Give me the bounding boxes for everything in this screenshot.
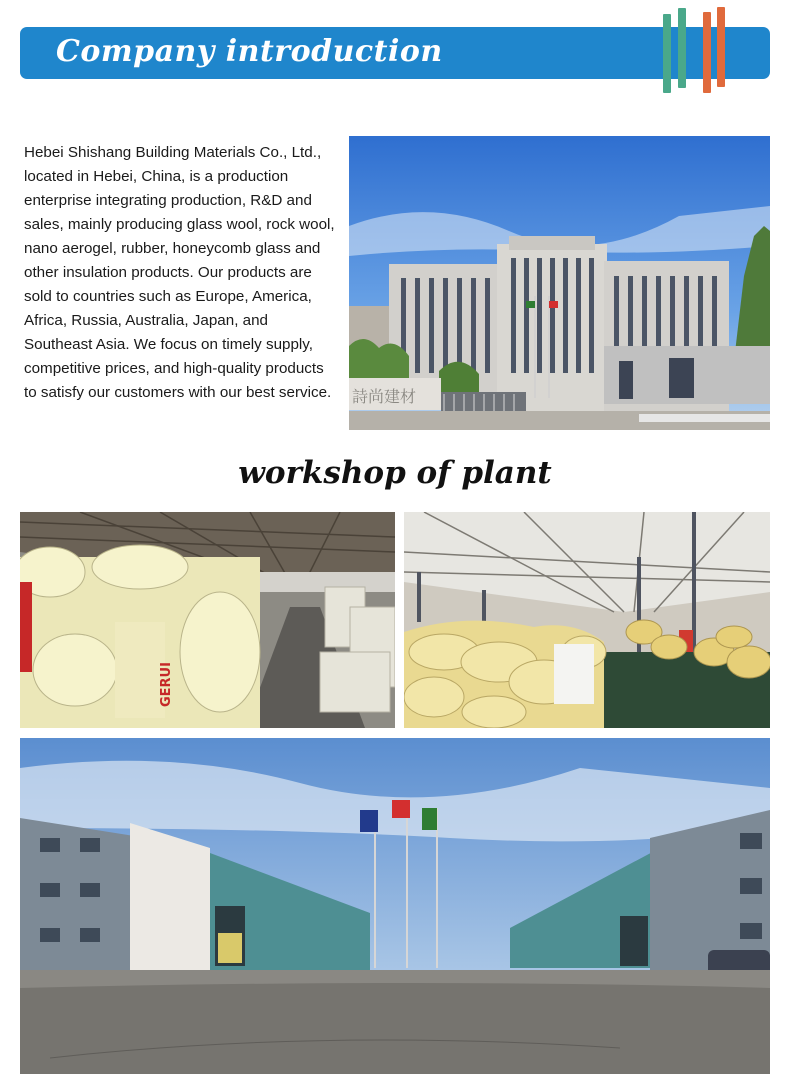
stripe-green-2 <box>678 8 686 88</box>
stripe-orange-2 <box>717 7 725 87</box>
building-sign: 詩尚建材 <box>352 387 417 406</box>
roll-label: GERUI <box>159 662 174 707</box>
office-building-photo <box>349 136 770 430</box>
workshop-title: workshop of plant <box>238 455 552 491</box>
stripe-green-1 <box>663 14 671 93</box>
company-description: Hebei Shishang Building Materials Co., Ltd., located in Hebei, China, is a production enterprise integrating production, R&D and sales, mainly producing glass wool, rock wool, nano aerogel, rubber, honeycomb glass and other insulation products. Our products are sold to countries such as Europe, America, Africa, Russia, Australia, Japan, and Southeast Asia. We focus on timely supply, competitive prices, and high-quality products to satisfy our customers with our best service. <box>24 144 335 401</box>
decorative-stripes <box>660 6 730 96</box>
warehouse-photo-right <box>404 512 770 728</box>
warehouse-photo-left <box>20 512 395 728</box>
factory-yard-photo <box>20 738 770 1074</box>
stripe-orange-1 <box>703 12 711 93</box>
page-title: Company introduction <box>56 34 443 69</box>
header-banner <box>20 27 770 79</box>
